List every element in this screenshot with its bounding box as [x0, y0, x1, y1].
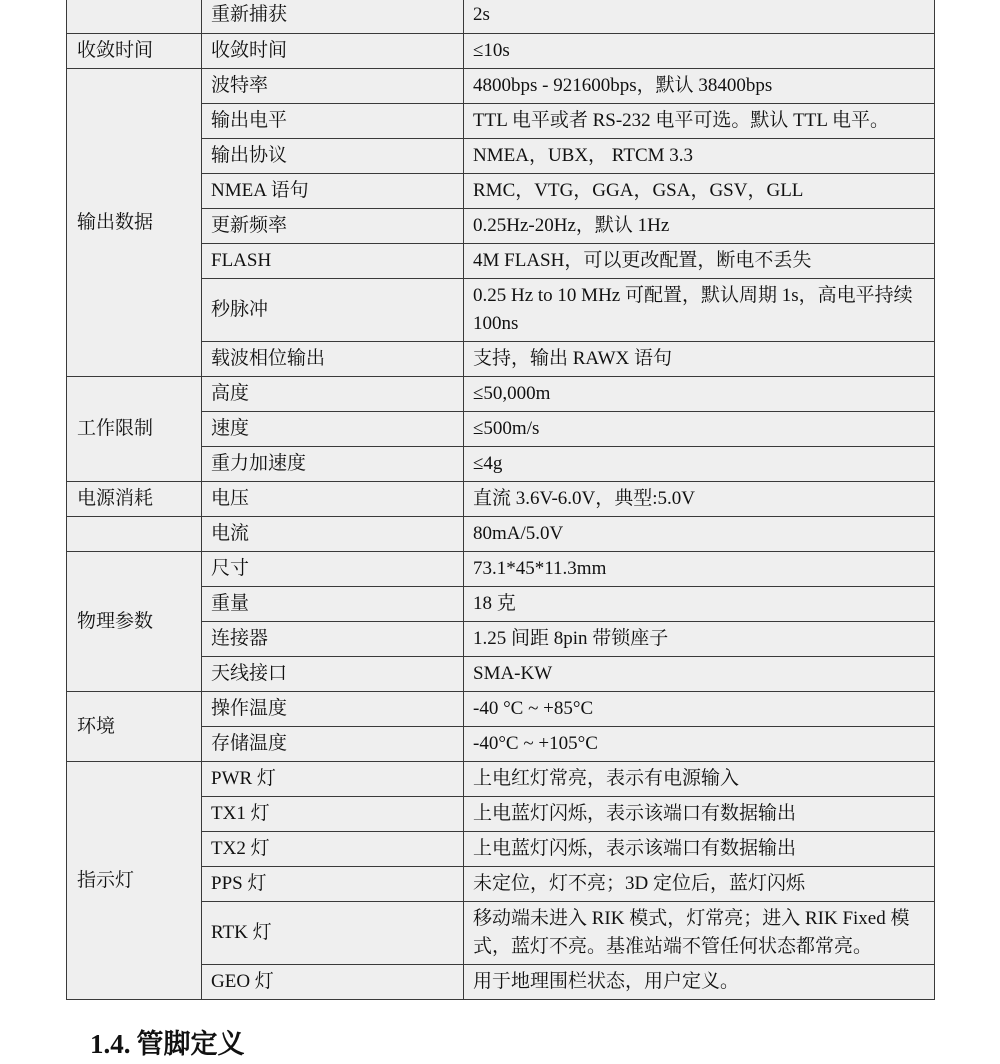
value-cell: ≤10s — [464, 34, 935, 69]
value-cell: 0.25Hz-20Hz，默认 1Hz — [464, 209, 935, 244]
value-cell: TTL 电平或者 RS-232 电平可选。默认 TTL 电平。 — [464, 104, 935, 139]
value-cell: 0.25 Hz to 10 MHz 可配置，默认周期 1s，高电平持续 100ns — [464, 279, 935, 342]
group-cell — [67, 0, 202, 34]
section-heading — [90, 1024, 245, 1064]
group-cell — [67, 517, 202, 552]
table-row — [67, 552, 935, 587]
value-cell: 80mA/5.0V — [464, 517, 935, 552]
table-row — [67, 692, 935, 727]
param-cell: 操作温度 — [202, 692, 464, 727]
value-cell: SMA-KW — [464, 657, 935, 692]
value-cell: 1.25 间距 8pin 带锁座子 — [464, 622, 935, 657]
value-cell: ≤500m/s — [464, 412, 935, 447]
value-cell: -40 °C ~ +85°C — [464, 692, 935, 727]
param-cell: 电压 — [202, 482, 464, 517]
param-cell: FLASH — [202, 244, 464, 279]
section-number: 1.4. — [90, 1029, 131, 1059]
param-cell: RTK 灯 — [202, 902, 464, 965]
table-row — [67, 482, 935, 517]
value-cell: 移动端未进入 RIK 模式，灯常亮；进入 RIK Fixed 模式，蓝灯不亮。基准站端不管任何状态都常亮。 — [464, 902, 935, 965]
param-cell: PWR 灯 — [202, 762, 464, 797]
value-cell: 上电蓝灯闪烁，表示该端口有数据输出 — [464, 797, 935, 832]
param-cell: 输出协议 — [202, 139, 464, 174]
value-cell: ≤50,000m — [464, 377, 935, 412]
param-cell: 速度 — [202, 412, 464, 447]
group-cell: 指示灯 — [67, 762, 202, 1000]
group-cell: 环境 — [67, 692, 202, 762]
param-cell: 更新频率 — [202, 209, 464, 244]
param-cell: 秒脉冲 — [202, 279, 464, 342]
value-cell: 18 克 — [464, 587, 935, 622]
param-cell: 载波相位输出 — [202, 342, 464, 377]
param-cell: NMEA 语句 — [202, 174, 464, 209]
table-row — [67, 34, 935, 69]
value-cell: 4M FLASH，可以更改配置，断电不丢失 — [464, 244, 935, 279]
value-cell: 73.1*45*11.3mm — [464, 552, 935, 587]
param-cell: 收敛时间 — [202, 34, 464, 69]
table-row — [67, 0, 935, 34]
param-cell: 连接器 — [202, 622, 464, 657]
param-cell: 存储温度 — [202, 727, 464, 762]
table-row — [67, 377, 935, 412]
group-cell: 输出数据 — [67, 69, 202, 377]
param-cell: 尺寸 — [202, 552, 464, 587]
value-cell: 4800bps - 921600bps，默认 38400bps — [464, 69, 935, 104]
value-cell: -40°C ~ +105°C — [464, 727, 935, 762]
spec-table — [66, 0, 935, 1000]
param-cell: 波特率 — [202, 69, 464, 104]
value-cell: 支持，输出 RAWX 语句 — [464, 342, 935, 377]
table-row — [67, 762, 935, 797]
param-cell: 高度 — [202, 377, 464, 412]
group-cell: 电源消耗 — [67, 482, 202, 517]
param-cell: 天线接口 — [202, 657, 464, 692]
value-cell: 未定位，灯不亮；3D 定位后，蓝灯闪烁 — [464, 867, 935, 902]
param-cell: 输出电平 — [202, 104, 464, 139]
param-cell: 电流 — [202, 517, 464, 552]
value-cell: 上电蓝灯闪烁，表示该端口有数据输出 — [464, 832, 935, 867]
value-cell: 2s — [464, 0, 935, 34]
param-cell: 重量 — [202, 587, 464, 622]
table-row — [67, 69, 935, 104]
value-cell: 用于地理围栏状态，用户定义。 — [464, 965, 935, 1000]
param-cell: 重力加速度 — [202, 447, 464, 482]
group-cell: 工作限制 — [67, 377, 202, 482]
value-cell: ≤4g — [464, 447, 935, 482]
param-cell: TX2 灯 — [202, 832, 464, 867]
param-cell: PPS 灯 — [202, 867, 464, 902]
param-cell: 重新捕获 — [202, 0, 464, 34]
value-cell: NMEA，UBX， RTCM 3.3 — [464, 139, 935, 174]
table-row — [67, 517, 935, 552]
group-cell: 物理参数 — [67, 552, 202, 692]
section-title: 管脚定义 — [136, 1029, 245, 1059]
param-cell: GEO 灯 — [202, 965, 464, 1000]
value-cell: 直流 3.6V-6.0V，典型:5.0V — [464, 482, 935, 517]
param-cell: TX1 灯 — [202, 797, 464, 832]
value-cell: 上电红灯常亮，表示有电源输入 — [464, 762, 935, 797]
value-cell: RMC，VTG，GGA，GSA，GSV，GLL — [464, 174, 935, 209]
group-cell: 收敛时间 — [67, 34, 202, 69]
